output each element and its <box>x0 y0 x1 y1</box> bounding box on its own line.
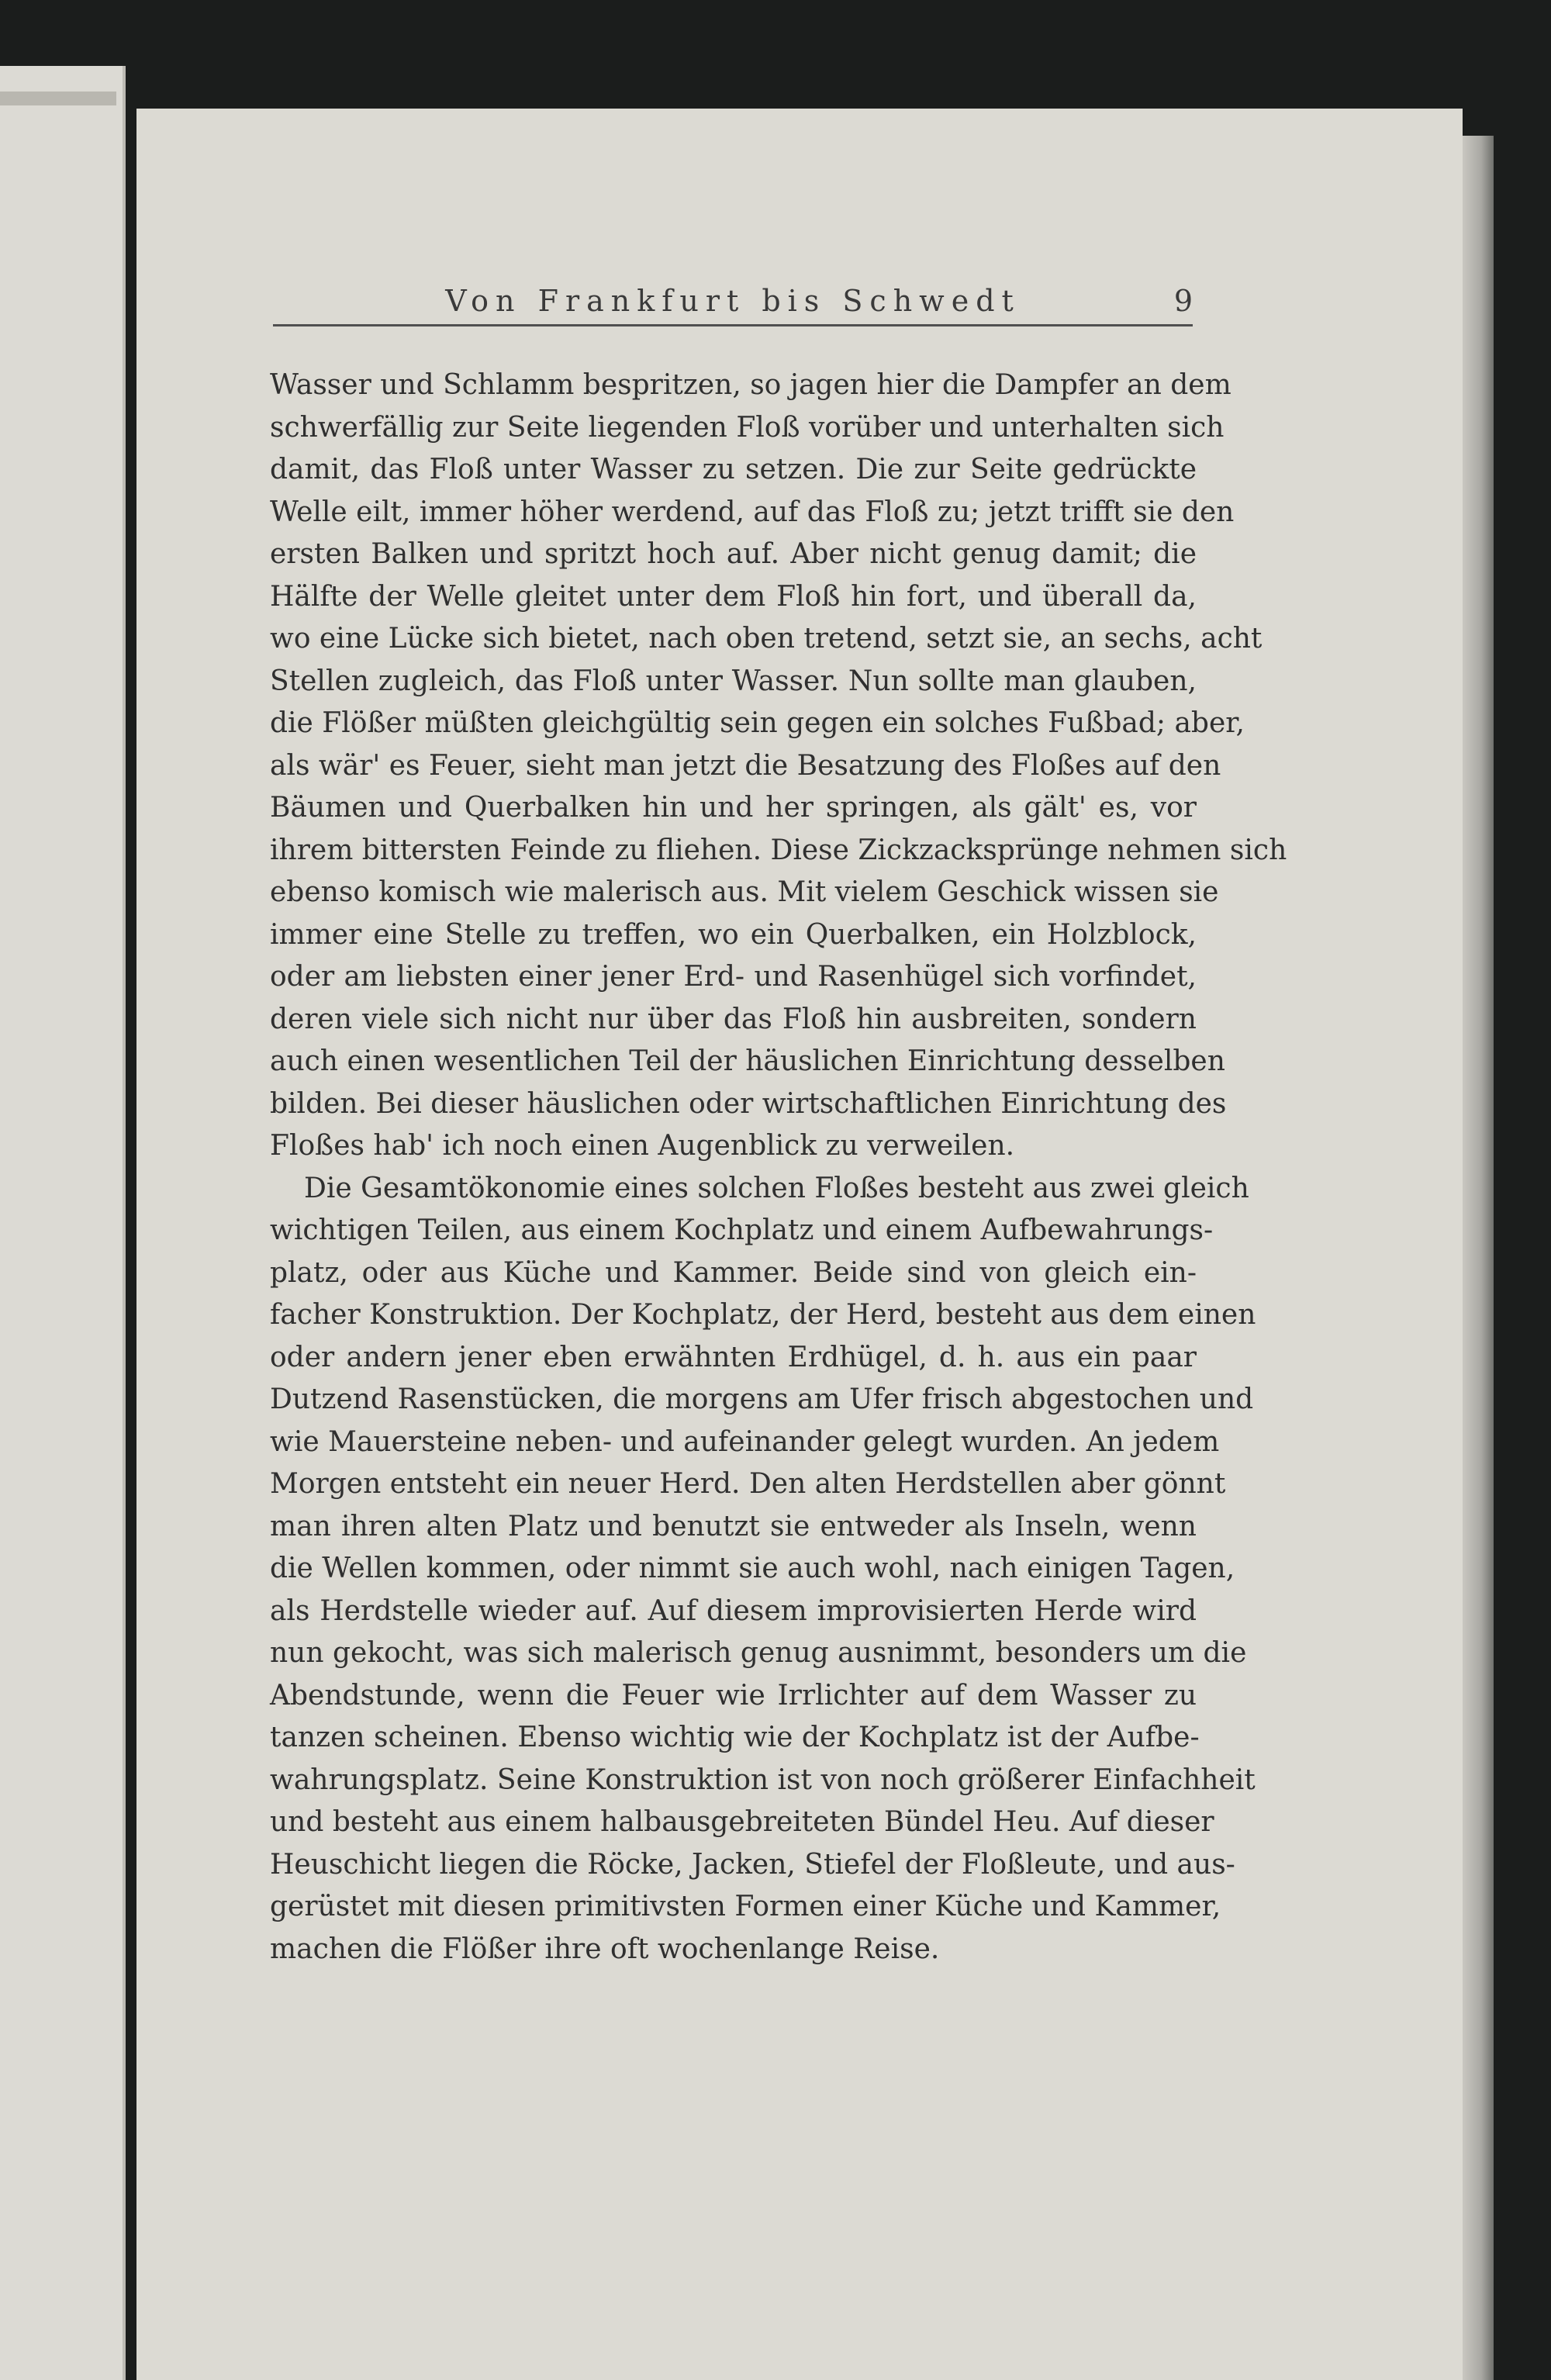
text-line: die Wellen kommen, oder nimmt sie auch wohl, nach einigen Tagen, <box>270 1553 1235 1584</box>
text-line: ihrem bittersten Feinde zu fliehen. Diese Zickzacksprünge nehmen sich <box>270 834 1287 866</box>
text-line: auch einen wesentlichen Teil der häuslichen Einrichtung desselben <box>270 1045 1225 1077</box>
text-line: oder andern jener eben erwähnten Erdhügel, d. h. aus ein paar <box>270 1341 1197 1373</box>
left-page <box>0 66 126 2380</box>
body-text <box>270 364 1287 1971</box>
text-line: Dutzend Rasenstücken, die morgens am Ufer frisch abgestochen und <box>270 1383 1254 1415</box>
text-line: nun gekocht, was sich malerisch genug ausnimmt, besonders um die <box>270 1637 1247 1669</box>
text-line: gerüstet mit diesen primitivsten Formen einer Küche und Kammer, <box>270 1891 1221 1922</box>
text-line: Stellen zugleich, das Floß unter Wasser. Nun sollte man glauben, <box>270 665 1197 697</box>
text-line: Die Gesamtökonomie eines solchen Floßes besteht aus zwei gleich <box>304 1172 1249 1204</box>
text-line: als wär' es Feuer, sieht man jetzt die Besatzung des Floßes auf den <box>270 749 1221 782</box>
page-number: 9 <box>1173 284 1193 318</box>
text-line: ebenso komisch wie malerisch aus. Mit vielem Geschick wissen sie <box>270 876 1219 908</box>
text-line: wo eine Lücke sich bietet, nach oben tretend, setzt sie, an sechs, acht <box>270 623 1263 655</box>
text-line: wahrungsplatz. Seine Konstruktion ist von noch größerer Einfachheit <box>270 1763 1256 1796</box>
running-head <box>273 279 1193 326</box>
text-line: ersten Balken und spritzt hoch auf. Aber nicht genug damit; die <box>270 538 1197 570</box>
text-line: Morgen entsteht ein neuer Herd. Den alten Herdstellen aber gönnt <box>270 1468 1226 1500</box>
text-line: Floßes hab' ich noch einen Augenblick zu verweilen. <box>270 1130 1015 1162</box>
text-line: schwerfällig zur Seite liegenden Floß vorüber und unterhalten sich <box>270 411 1225 444</box>
text-line: als Herdstelle wieder auf. Auf diesem improvisierten Herde wird <box>270 1594 1197 1627</box>
text-line: wie Mauersteine neben- und aufeinander gelegt wurden. An jedem <box>270 1425 1220 1458</box>
page-edge <box>1463 136 1494 2380</box>
text-line: und besteht aus einem halbausgebreiteten Bündel Heu. Auf dieser <box>270 1806 1214 1838</box>
text-line: wichtigen Teilen, aus einem Kochplatz und einem Aufbewahrungs- <box>270 1214 1214 1246</box>
text-line: machen die Flößer ihre oft wochenlange Reise. <box>270 1933 940 1965</box>
text-line: immer eine Stelle zu treffen, wo ein Querbalken, ein Holzblock, <box>270 918 1197 951</box>
text-line: Wasser und Schlamm bespritzen, so jagen hier die Dampfer an dem <box>270 369 1231 401</box>
text-line: Heuschicht liegen die Röcke, Jacken, Stiefel der Floßleute, und aus- <box>270 1848 1235 1881</box>
text-line: die Flößer müßten gleichgültig sein gegen ein solches Fußbad; aber, <box>270 707 1245 739</box>
text-line: bilden. Bei dieser häuslichen oder wirtschaftlichen Einrichtung des <box>270 1087 1227 1120</box>
text-line: facher Konstruktion. Der Kochplatz, der Herd, besteht aus dem einen <box>270 1299 1256 1331</box>
text-line: oder am liebsten einer jener Erd- und Rasenhügel sich vorfindet, <box>270 961 1197 993</box>
text-line: tanzen scheinen. Ebenso wichtig wie der Kochplatz ist der Aufbe- <box>270 1722 1200 1753</box>
text-line: Bäumen und Querbalken hin und her springen, als gält' es, vor <box>270 792 1197 824</box>
text-line: damit, das Floß unter Wasser zu setzen. Die zur Seite gedrückte <box>270 454 1197 485</box>
text-line: Welle eilt, immer höher werdend, auf das Floß zu; jetzt trifft sie den <box>270 496 1235 528</box>
text-line: platz, oder aus Küche und Kammer. Beide sind von gleich ein- <box>270 1256 1197 1289</box>
text-line: deren viele sich nicht nur über das Floß hin ausbreiten, sondern <box>270 1003 1197 1035</box>
running-title: Von Frankfurt bis Schwedt <box>445 284 1021 318</box>
text-line: Abendstunde, wenn die Feuer wie Irrlichter auf dem Wasser zu <box>270 1679 1197 1712</box>
text-line: man ihren alten Platz und benutzt sie entweder als Inseln, wenn <box>270 1510 1197 1542</box>
text-line: Hälfte der Welle gleitet unter dem Floß hin fort, und überall da, <box>270 580 1197 613</box>
left-page-edge <box>0 92 116 105</box>
